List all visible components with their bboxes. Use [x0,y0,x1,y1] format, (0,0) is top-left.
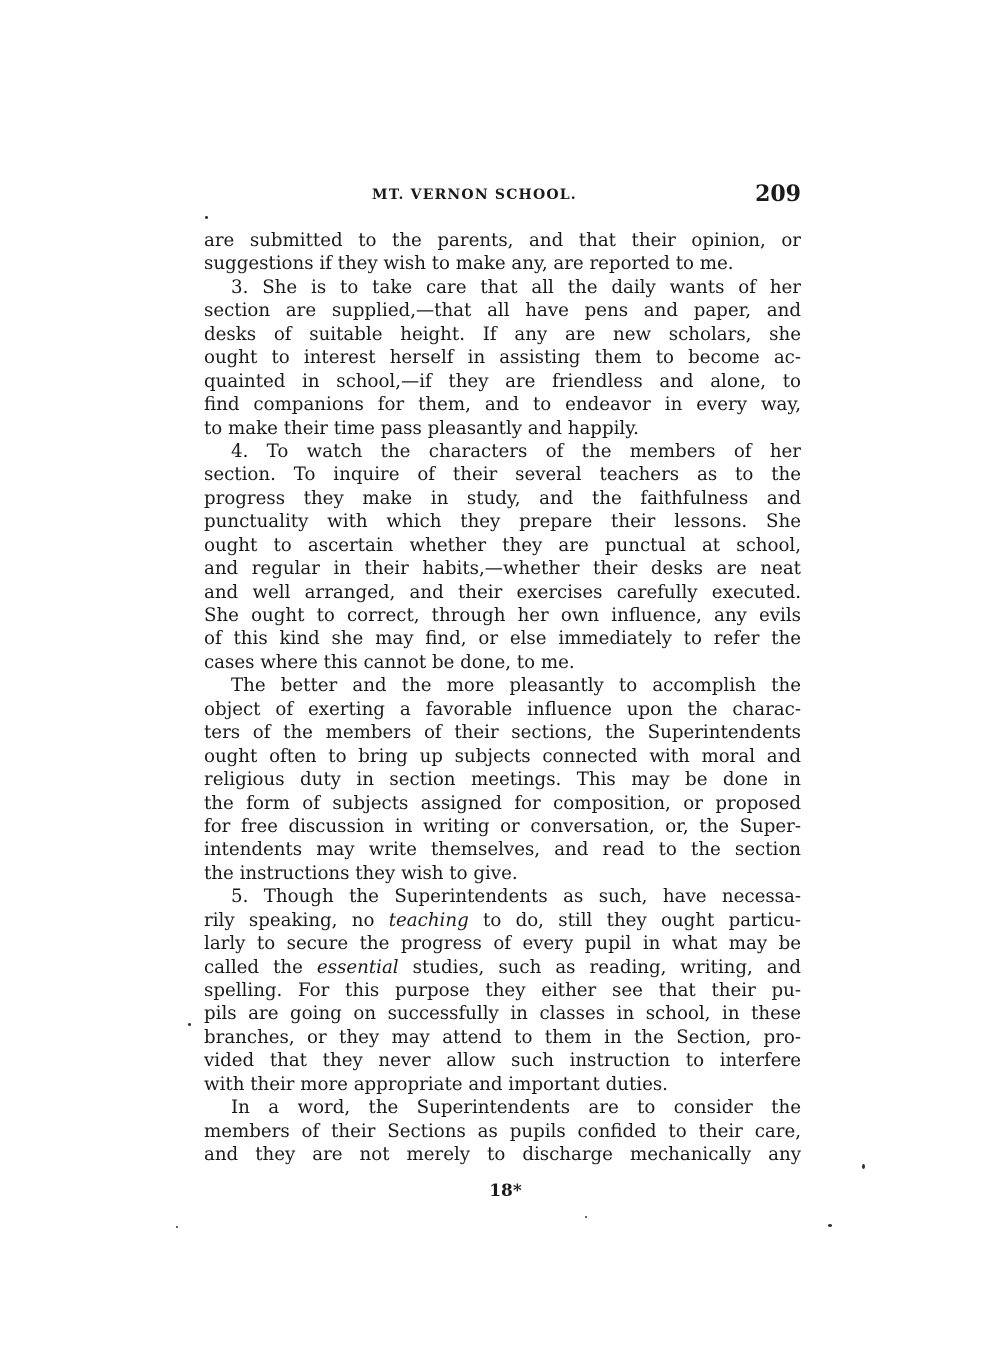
text-line: intendents may write themselves, and read to the section [204,839,801,861]
text-line-with-italic [204,956,801,979]
text-line: with their more appropriate and important duties. [204,1073,668,1095]
text-line: and well arranged, and their exercises carefully executed. [204,581,801,603]
text-line: for free discussion in writing or conversation, or, the Super- [204,815,801,837]
text-line: branches, or they may attend to them in the Section, pro- [204,1026,801,1048]
line-text: rily speaking, no [204,909,389,931]
scan-speck [205,216,208,219]
running-head [205,181,801,211]
text-line: desks of suitable height. If any are new scholars, she [204,323,801,345]
text-line: section are supplied,—that all have pens and paper, and [204,300,801,322]
text-line: pils are going on successfully in classes in school, in these [204,1003,801,1025]
line-text: to do, still they ought particu- [468,909,802,931]
text-line: She ought to correct, through her own influence, any evils [204,605,801,626]
text-line-with-italic [204,909,801,932]
text-line: ought often to bring up subjects connected with moral and [204,745,801,767]
line-text: called the [204,956,317,978]
text-line: and they are not merely to discharge mechanically any [204,1144,801,1166]
text-line: of this kind she may find, or else immediately to refer the [204,628,801,650]
text-line: ought to interest herself in assisting them to become ac- [204,347,801,369]
text-line: larly to secure the progress of every pupil in what may be [204,933,801,955]
text-line: vided that they never allow such instruction to interfere [204,1050,801,1072]
italic-word: essential [316,956,399,978]
text-line: object of exerting a favorable influence upon the charac- [204,698,801,720]
scan-speck [862,1164,865,1169]
scan-speck [585,1216,587,1218]
line-text: studies, such as reading, writing, and [398,956,801,978]
text-line: the instructions they wish to give. [204,862,518,884]
text-line: ters of the members of their sections, the Superintendents [204,722,801,744]
text-line: progress they make in study, and the faithfulness and [204,487,801,509]
text-line: spelling. For this purpose they either see that their pu- [204,980,801,1001]
page-number: 209 [755,181,801,207]
running-title: MT. VERNON SCHOOL. [372,187,577,203]
text-line: In a word, the Superintendents are to consider the [231,1097,801,1119]
text-line: find companions for them, and to endeavor in every way, [204,394,801,416]
text-line: to make their time pass pleasantly and happily. [204,417,639,439]
text-line: are submitted to the parents, and that their opinion, or [204,230,801,251]
text-line: punctuality with which they prepare their lessons. She [204,511,801,533]
text-line: ought to ascertain whether they are punctual at school, [204,534,801,556]
text-line: religious duty in section meetings. This may be done in [204,769,801,791]
text-line: 3. She is to take care that all the daily wants of her [231,276,801,298]
scan-speck [828,1224,832,1227]
text-line: and regular in their habits,—whether their desks are neat [204,558,801,580]
text-line: 5. Though the Superintendents as such, have necessa- [231,886,801,908]
signature-mark: 18* [489,1181,522,1201]
body-text [204,229,801,1167]
text-line: section. To inquire of their several teachers as to the [204,464,801,486]
text-line: The better and the more pleasantly to accomplish the [231,675,801,697]
text-line: the form of subjects assigned for composition, or proposed [204,792,801,814]
text-line: quainted in school,—if they are friendless and alone, to [204,370,801,392]
scan-speck [176,1226,178,1228]
scan-speck [188,1023,191,1026]
text-line: cases where this cannot be done, to me. [204,651,575,673]
italic-word: teaching [388,909,469,931]
text-line: 4. To watch the characters of the members of her [231,440,801,462]
text-line: suggestions if they wish to make any, are reported to me. [204,253,734,275]
text-line: members of their Sections as pupils confided to their care, [204,1120,801,1142]
